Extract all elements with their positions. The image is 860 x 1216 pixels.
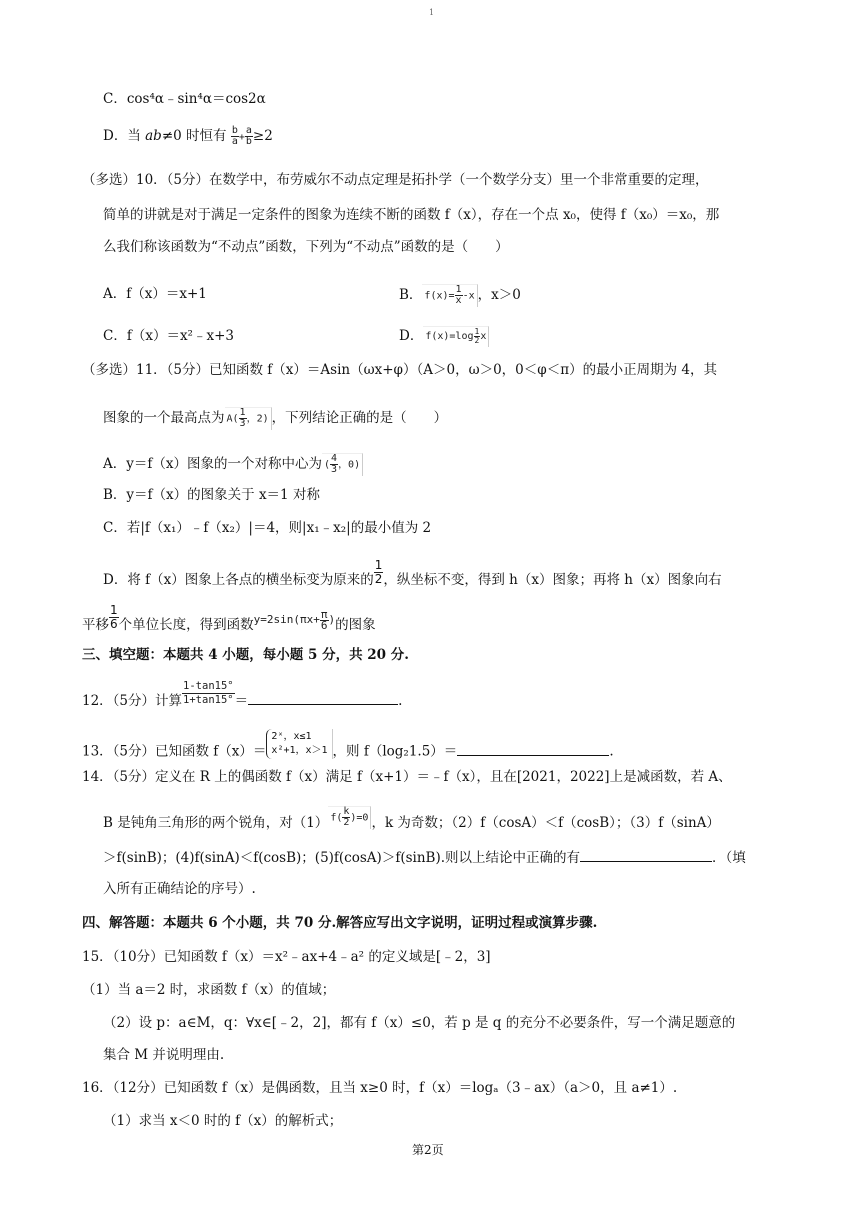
answer-blank[interactable] (580, 847, 712, 862)
answer-blank[interactable] (248, 690, 398, 705)
q15-part2-line2: 集合 M 并说明理由. (103, 1047, 225, 1063)
q11-stem-line1: （多选）11．（5分）已知函数 f（x）＝Asin（ωx+φ）（A＞0，ω＞0，0＜φ＜π）的最小正周期为 4，其 (82, 362, 717, 378)
q10-option-a: A．f（x）＝x+1 (103, 286, 207, 302)
formula-box: A( $\frac{1}{3}$ ，2) (225, 407, 272, 430)
q14-line2: B 是钝角三角形的两个锐角，对（1） f( $\frac{k}{2}$ )=0 ，k 为奇数；（2）f（cosA）＜f（cosB）；（3）f（sinA） (103, 806, 720, 831)
section-4-heading: 四、解答题：本题共 6 个小题，共 70 分.解答应写出文字说明，证明过程或演算步骤. (82, 915, 598, 931)
q10-option-b: B． f(x)= $\frac{1}{x}$ -x ，x＞0 (399, 284, 521, 306)
q11-stem-line2: 图象的一个最高点为 A( $\frac{1}{3}$ ，2) ，下列结论正确的是（ ） (103, 407, 448, 429)
q9-option-c: C．cos⁴α﹣sin⁴α＝cos2α (103, 91, 266, 107)
fraction-a-over-b: $\frac{a}{b}$ (245, 125, 252, 147)
formula-box: f(x)= $\frac{1}{x}$ -x (422, 284, 477, 307)
q15-part1: （1）当 a＝2 时，求函数 f（x）的值域； (82, 982, 336, 998)
q10-stem-line3: 么我们称该函数为“不动点”函数，下列为“不动点”函数的是（ ） (103, 239, 509, 255)
formula-box: f( $\frac{k}{2}$ )=0 (328, 806, 371, 829)
q10-option-c: C．f（x）＝x²﹣x+3 (103, 328, 234, 344)
q16-part1: （1）求当 x＜0 时的 f（x）的解析式； (103, 1113, 343, 1129)
section-3-heading: 三、填空题：本题共 4 小题，每小题 5 分，共 20 分. (82, 647, 409, 663)
q11-option-c: C．若|f（x₁）﹣f（x₂）|＝4，则|x₁﹣x₂|的最小值为 2 (103, 520, 432, 536)
q9-option-d: D．当 ab≠0 时恒有 $\frac{b}{a}$ + $\frac{a}{b}$ ≥2 (103, 125, 273, 147)
page-number: 第2页 (412, 1143, 444, 1157)
q11-option-b: B．y＝f（x）的图象关于 x＝1 对称 (103, 487, 320, 503)
q12: 12．（5分）计算 $\frac{1-\tan 15^\circ}{1+\tan 15^\circ}$ ＝ . (82, 680, 403, 709)
answer-blank[interactable] (457, 741, 609, 756)
q14-line4: 入所有正确结论的序号）. (103, 881, 256, 897)
q14-line3: ＞f(sinB)；(4)f(sinA)＜f(cosB)；(5)f(cosA)＞f(sinB).则以上结论中正确的有 ．（填 (103, 847, 746, 868)
fraction-b-over-a: $\frac{b}{a}$ (231, 125, 238, 147)
q15-part2-line1: （2）设 p：a∈M，q：∀x∈[﹣2，2]，都有 f（x）≤0，若 p 是 q 的充分不必要条件，写一个满足题意的 (103, 1015, 736, 1031)
q14-line1: 14．（5分）定义在 R 上的偶函数 f（x）满足 f（x+1）＝﹣f（x），且在[2021，2022]上是减函数，若 A、 (82, 769, 732, 785)
fraction-one-half: $\frac{1}{2}$ (374, 558, 383, 586)
fraction-one-sixth: $\frac{1}{6}$ (110, 603, 118, 631)
q11-option-a: A．y＝f（x）图象的一个对称中心为 ( $\frac{4}{3}$ ，0) (103, 453, 363, 476)
q11-option-d-line1: D．将 f（x）图象上各点的横坐标变为原来的 $\frac{1}{2}$ ，纵坐标不变，得到 h（x）图象；再将 h（x）图象向右 (103, 558, 722, 588)
q15-stem: 15．（10分）已知函数 f（x）＝x²﹣ax+4﹣a² 的定义域是[﹣2，3] (82, 949, 491, 965)
q10-stem-line2: 简单的讲就是对于满足一定条件的图象为连续不断的函数 f（x），存在一个点 x₀，使得 f（x₀）＝x₀，那 (103, 207, 720, 223)
q10-stem-line1: （多选）10．（5分）在数学中，布劳威尔不动点定理是拓扑学（一个数学分支）里一个非常重要的定理， (82, 172, 709, 188)
formula-result: y=2sin(πx+ π 6 ) (253, 607, 336, 632)
q16-stem: 16．（12分）已知函数 f（x）是偶函数，且当 x≥0 时，f（x）＝logₐ（3﹣ax）（a＞0，且 a≠1）. (82, 1080, 678, 1096)
fraction-tan: $\frac{1-\tan 15^\circ}{1+\tan 15^\circ}$ (183, 680, 234, 706)
q10-option-d: D． f(x)=log $\frac{1}{2}$ x (399, 326, 489, 347)
q11-option-d-line2: 平移 $\frac{1}{6}$ 个单位长度，得到函数$^{y=2sin(\pi x+ \frac{\pi}{6} )}$的图象 (82, 603, 376, 633)
q13: 13．（5分）已知函数 f（x）＝ 2ˣ，x≤1 x²+1，x＞1 ，则 f（log₂1.5）＝ . (82, 731, 614, 760)
piecewise-brace: 2ˣ，x≤1 x²+1，x＞1 (266, 729, 332, 759)
header-mark: 1 (429, 8, 435, 17)
formula-box: ( $\frac{4}{3}$ ，0) (322, 453, 363, 476)
formula-box: f(x)=log $\frac{1}{2}$ x (423, 326, 489, 347)
